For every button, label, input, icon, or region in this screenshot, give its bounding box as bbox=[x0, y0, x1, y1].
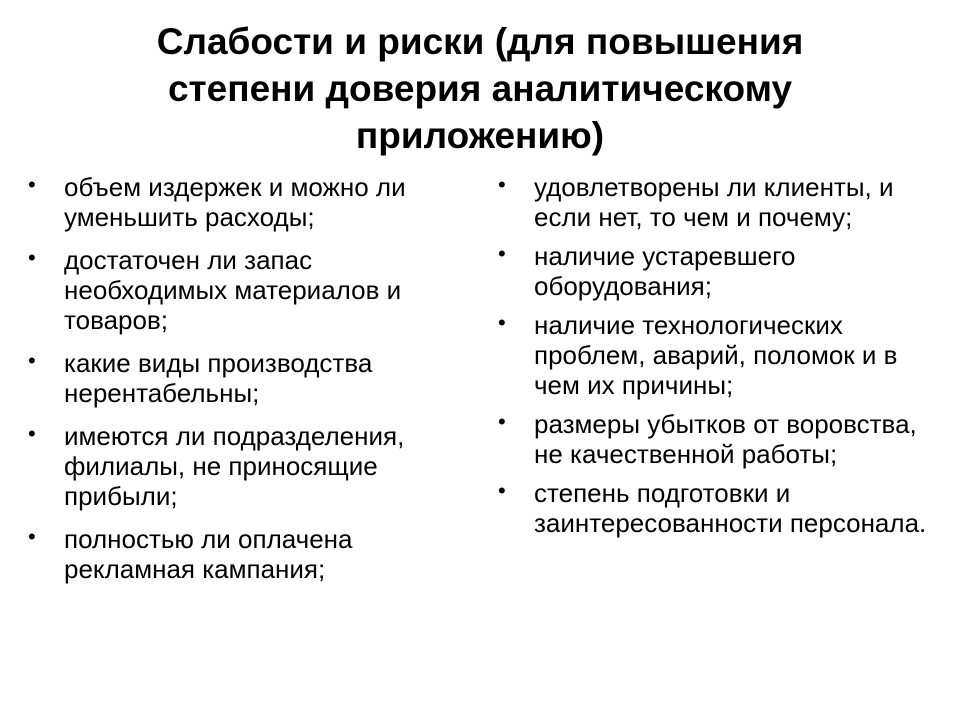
left-list-item-text: какие виды производства нерентабельны; bbox=[64, 348, 373, 408]
bullet-icon: • bbox=[28, 245, 36, 270]
right-bullet-list bbox=[498, 172, 938, 547]
left-list-item bbox=[28, 245, 458, 335]
left-list-item-text: имеются ли подразделения, филиалы, не приносящие прибыли; bbox=[64, 421, 405, 511]
left-list-item bbox=[28, 172, 458, 232]
right-list-item bbox=[498, 241, 938, 301]
right-list-item bbox=[498, 172, 938, 232]
bullet-icon: • bbox=[498, 409, 506, 434]
right-list-item bbox=[498, 310, 938, 400]
left-bullet-list bbox=[28, 172, 458, 597]
left-list-item bbox=[28, 348, 458, 408]
right-list-item-text: наличие технологических проблем, аварий, поломок и в чем их причины; bbox=[534, 310, 898, 400]
bullet-icon: • bbox=[498, 478, 506, 503]
right-list-item-text: удовлетворены ли клиенты, и если нет, то чем и почему; bbox=[534, 172, 894, 232]
right-list-item bbox=[498, 478, 938, 538]
bullet-icon: • bbox=[498, 241, 506, 266]
right-list-item-text: размеры убытков от воровства, не качественной работы; bbox=[534, 409, 917, 469]
right-list-item-text: наличие устаревшего оборудования; bbox=[534, 241, 796, 301]
left-list-item-text: достаточен ли запас необходимых материалов и товаров; bbox=[64, 245, 402, 335]
bullet-icon: • bbox=[28, 421, 36, 446]
left-list-item bbox=[28, 421, 458, 511]
bullet-icon: • bbox=[498, 172, 506, 197]
right-list-item bbox=[498, 409, 938, 469]
bullet-icon: • bbox=[28, 172, 36, 197]
bullet-icon: • bbox=[498, 310, 506, 335]
bullet-icon: • bbox=[28, 348, 36, 373]
title-line-3: приложению) bbox=[355, 115, 605, 156]
slide-title bbox=[0, 18, 960, 159]
left-list-item bbox=[28, 524, 458, 584]
bullet-icon: • bbox=[28, 524, 36, 549]
title-line-2: степени доверия аналитическому bbox=[167, 68, 793, 109]
left-list-item-text: объем издержек и можно ли уменьшить расходы; bbox=[64, 172, 406, 232]
title-line-1: Слабости и риски (для повышения bbox=[156, 21, 804, 62]
right-list-item-text: степень подготовки и заинтересованности персонала. bbox=[534, 478, 927, 538]
left-list-item-text: полностью ли оплачена рекламная кампания; bbox=[64, 524, 353, 584]
